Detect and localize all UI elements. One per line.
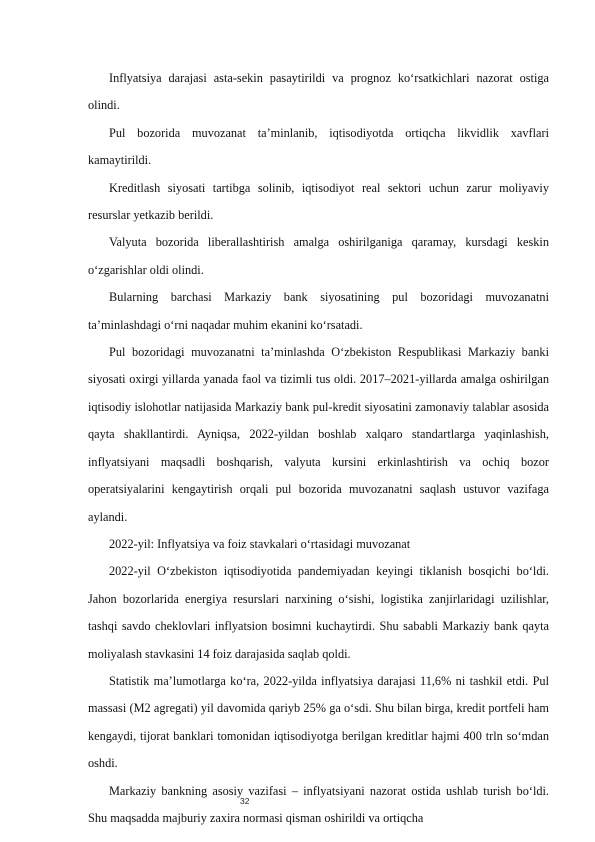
paragraph-inflation-lowered: Inflyatsiya darajasi asta-sekin pasaytirildi va prognoz ko‘rsatkichlari nazorat ostiga olindi. (88, 71, 549, 113)
paragraph-2022-recovery: 2022-yil O‘zbekiston iqtisodiyotida pandemiyadan keyingi tiklanish bosqichi bo‘ldi. Jahon bozorlarida energiya resurslari narxining o‘sishi, logistika zanjirlaridagi uzilishlar, tashqi savdo cheklovlari inflyatsion bosimni kuchaytirdi. Shu sababli Markaziy bank qayta moliyalash stavkasini 14 foiz darajasida saqlab qoldi. (88, 564, 549, 661)
paragraph-credit-policy: Kreditlash siyosati tartibga solinib, iqtisodiyot real sektori uchun zarur moliyaviy resurslar yetkazib berildi. (88, 180, 549, 223)
paragraph-statistics: Statistik ma’lumotlarga ko‘ra, 2022-yilda inflyatsiya darajasi 11,6% ni tashkil etdi. Pul massasi (M2 agregati) yil davomida qariyb 25% ga o‘sdi. Shu bilan birga, kredit portfeli ham kengaydi, tijorat banklari tomonidan iqtisodiyotga berilgan kreditlar hajmi 400 trln so‘mdan oshdi. (88, 673, 549, 771)
paragraph-central-bank-role: Bularning barchasi Markaziy bank siyosatining pul bozoridagi muvozanatni ta’minlashdagi o‘rni naqadar muhim ekanini ko‘rsatadi. (88, 290, 549, 332)
body-text (88, 65, 549, 832)
section-heading-2022: 2022-yil: Inflyatsiya va foiz stavkalari o‘rtasidagi muvozanat (109, 536, 411, 551)
paragraph-central-bank-policy: Pul bozoridagi muvozanatni ta’minlashda O‘zbekiston Respublikasi Markaziy banki siyosati oxirgi yillarda yanada faol va tizimli tus oldi. 2017–2021-yillarda amalga oshirilgan iqtisodiy islohotlar natijasida Markaziy bank pul-kredit siyosatini zamonaviy talablar asosida qayta shakllantirdi. Ayniqsa, 2022-yildan boshlab xalqaro standartlarga yaqinlashish, inflyatsiyani maqsadli boshqarish, valyuta kursini erkinlashtirish va ochiq bozor operatsiyalarini kengaytirish orqali pul bozorida muvozanatni saqlash ustuvor vazifaga aylandi. (88, 345, 549, 524)
page-number: 32 (240, 796, 250, 806)
paragraph-currency-market: Valyuta bozorida liberallashtirish amalga oshirilganiga qaramay, kursdagi keskin o‘zgarishlar oldi olindi. (88, 235, 549, 277)
paragraph-money-market-balance: Pul bozorida muvozanat ta’minlanib, iqtisodiyotda ortiqcha likvidlik xavflari kamaytirildi. (88, 125, 549, 168)
paragraph-main-task: Markaziy bankning asosiy vazifasi – inflyatsiyani nazorat ostida ushlab turish bo‘ldi. Shu maqsadda majburiy zaxira normasi qisman oshirildi va ortiqcha (88, 783, 549, 825)
